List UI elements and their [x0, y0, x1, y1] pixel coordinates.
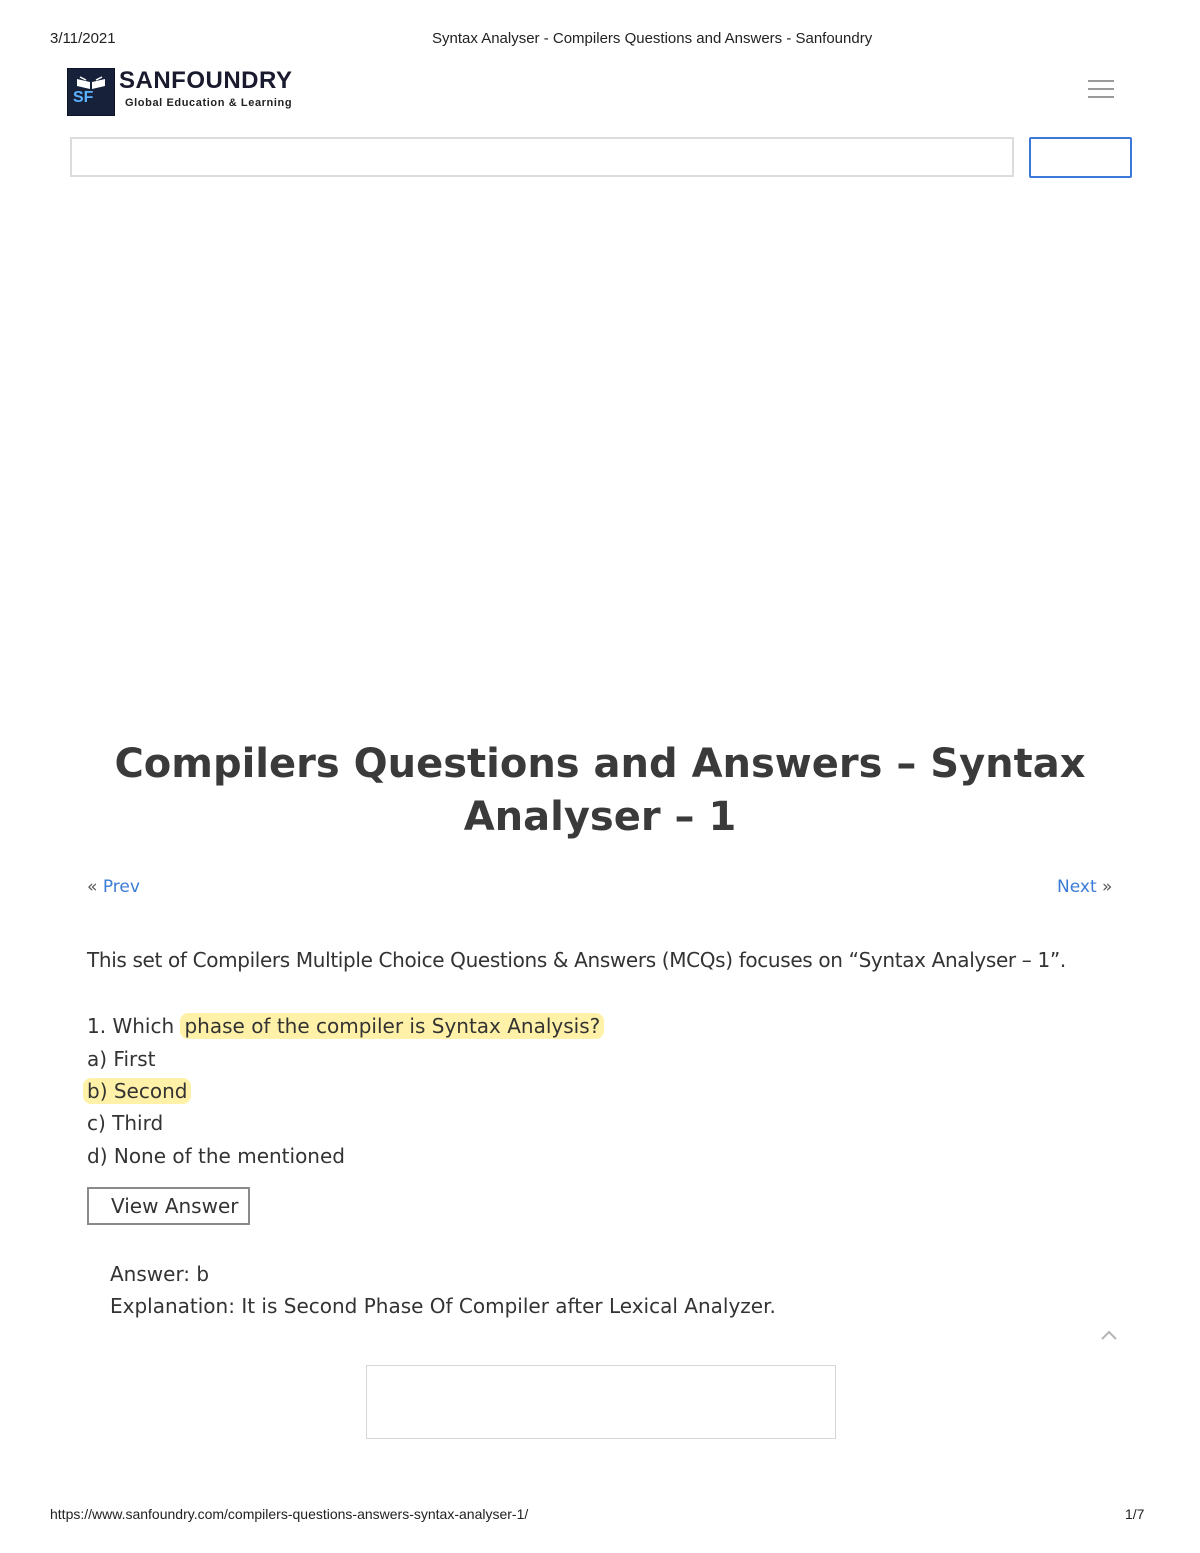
double-chevron-left-icon: « [87, 877, 98, 897]
logo-mark-text: SF [73, 89, 94, 106]
view-answer-button[interactable]: View Answer [87, 1187, 250, 1225]
brand-name[interactable]: SANFOUNDRY [119, 67, 293, 94]
option-a: a) First [87, 1047, 156, 1071]
option-b [83, 1079, 191, 1103]
question-text [87, 1014, 604, 1038]
sanfoundry-logo[interactable] [67, 68, 115, 116]
chevron-up-icon[interactable] [1100, 1328, 1118, 1342]
double-chevron-right-icon: » [1102, 877, 1113, 897]
next-link[interactable] [1057, 877, 1112, 897]
intro-text: This set of Compilers Multiple Choice Questions & Answers (MCQs) focuses on “Syntax Analyser – 1”. [87, 948, 1066, 972]
option-c: c) Third [87, 1111, 164, 1135]
option-d: d) None of the mentioned [87, 1144, 345, 1168]
search-input[interactable] [70, 137, 1014, 177]
prev-link[interactable] [87, 877, 140, 897]
hamburger-menu-icon[interactable] [1088, 80, 1114, 98]
page-title: Compilers Questions and Answers – Syntax Analyser – 1 [114, 741, 1086, 840]
print-url: https://www.sanfoundry.com/compilers-questions-answers-syntax-analyser-1/ [50, 1506, 529, 1522]
answer-text: Answer: b [110, 1262, 210, 1286]
book-icon [76, 76, 106, 90]
ad-container [366, 1365, 836, 1439]
print-page-count: 1/7 [1125, 1506, 1145, 1522]
next-link-label: Next [1057, 877, 1097, 897]
question-highlight: phase of the compiler is Syntax Analysis? [180, 1013, 604, 1039]
print-date: 3/11/2021 [50, 30, 116, 47]
print-page-title: Syntax Analyser - Compilers Questions and Answers - Sanfoundry [432, 30, 873, 47]
option-b-highlight: b) Second [83, 1078, 191, 1104]
search-button[interactable] [1029, 137, 1132, 178]
brand-tagline: Global Education & Learning [125, 97, 293, 109]
explanation-text: Explanation: It is Second Phase Of Compiler after Lexical Analyzer. [110, 1294, 776, 1318]
prev-link-label: Prev [102, 877, 140, 897]
question-prefix: 1. Which [87, 1014, 181, 1038]
